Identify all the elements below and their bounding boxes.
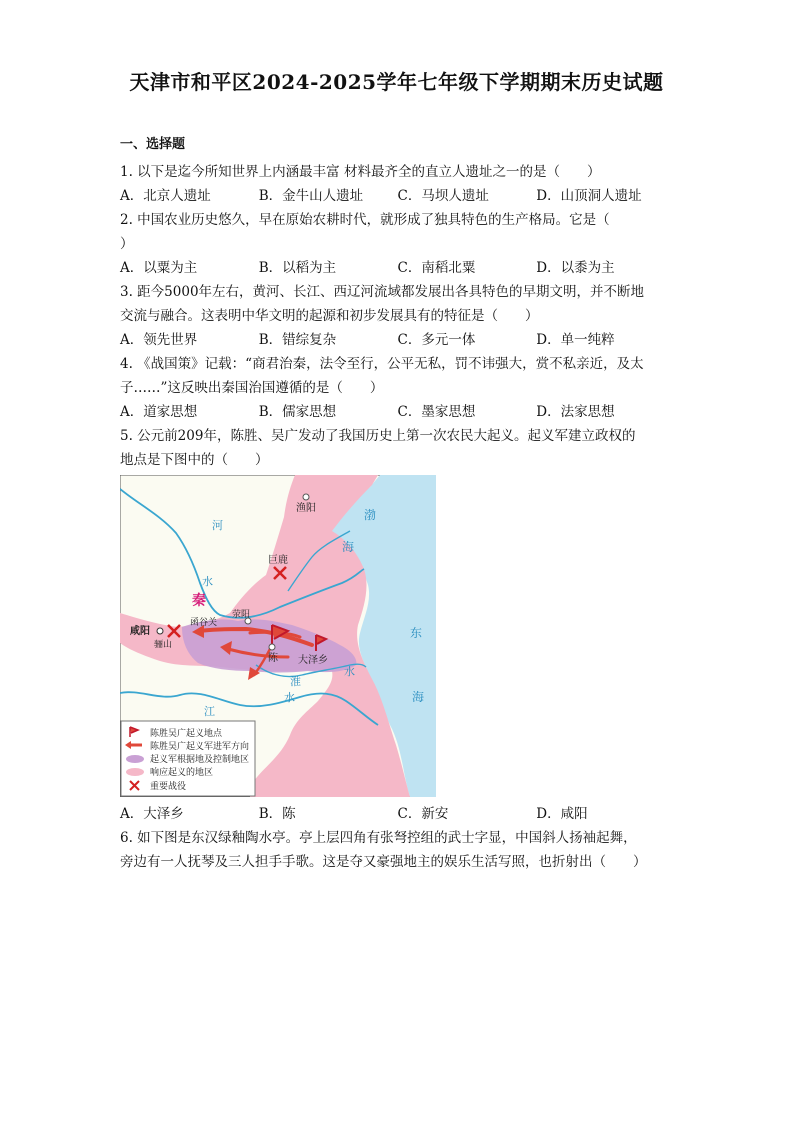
dot-chen — [269, 644, 275, 650]
label-river-he: 河 — [212, 519, 223, 532]
label-qin: 秦 — [192, 593, 206, 609]
option-d: D．咸阳 — [536, 806, 588, 822]
legend-response-swatch — [126, 768, 144, 776]
option-row — [120, 184, 675, 208]
option-row — [120, 400, 675, 424]
option-b: B．儒家思想 — [258, 404, 337, 420]
label-xianyang: 咸阳 — [130, 626, 150, 637]
option-a: A．以粟为主 — [120, 260, 198, 276]
label-yuyang: 渔阳 — [296, 503, 316, 514]
label-river-huai-shui: 水 — [344, 665, 355, 678]
question-5 — [120, 424, 675, 826]
section-heading: 一、选择题 — [120, 137, 186, 152]
option-row — [120, 256, 675, 280]
option-a: A．道家思想 — [120, 404, 198, 420]
question-2 — [120, 208, 675, 280]
question-3 — [120, 280, 675, 352]
question-stem: 6. 如下图是东汉绿釉陶水亭。亭上层四角有张弩控组的武士字显，中国斜人扬袖起舞， — [120, 830, 637, 846]
question-4 — [120, 352, 675, 424]
legend-label: 起义军根据地及控制地区 — [150, 755, 250, 765]
option-a: A．大泽乡 — [120, 806, 184, 822]
option-b: B．金牛山人遗址 — [258, 188, 364, 204]
label-lishan: 骊山 — [154, 640, 173, 650]
legend-label: 陈胜吴广起义军进军方向 — [150, 742, 250, 752]
question-stem-cont: 交流与融合。这表明中华文明的起源和初步发展具有的特征是（ ） — [120, 308, 539, 324]
legend-label: 陈胜吴广起义地点 — [150, 729, 223, 739]
option-c: C．墨家思想 — [397, 404, 476, 420]
question-stem-cont: ） — [120, 236, 134, 252]
legend-label: 响应起义的地区 — [150, 768, 214, 778]
map-legend — [121, 721, 255, 796]
question-list — [120, 160, 675, 874]
option-c: C．多元一体 — [397, 332, 476, 348]
option-a: A．领先世界 — [120, 332, 198, 348]
option-c: C．南稻北粟 — [397, 260, 476, 276]
question-6 — [120, 826, 675, 874]
question-stem: 4. 《战国策》记载：“商君治秦，法令至行，公平无私，罚不讳强大，赏不私亲近，及太 — [120, 356, 644, 372]
option-c: C．新安 — [397, 806, 449, 822]
label-sea-dong: 东 — [410, 626, 423, 640]
legend-label: 重要战役 — [150, 782, 187, 792]
option-b: B．陈 — [258, 806, 296, 822]
question-stem: 1. 以下是迄今所知世界上内涵最丰富 材料最齐全的直立人遗址之一的是（ ） — [120, 164, 601, 180]
dot-yuyang — [303, 494, 309, 500]
label-river-shui: 水 — [202, 575, 213, 588]
option-d: D．山顶洞人遗址 — [536, 188, 642, 204]
label-chen: 陈 — [268, 653, 278, 664]
label-river-huai: 淮 — [290, 675, 301, 688]
label-river-jiang-shui: 水 — [284, 691, 295, 704]
question-stem: 5. 公元前209年，陈胜、吴广发动了我国历史上第一次农民大起义。起义军建立政权的 — [120, 428, 636, 444]
page-title: 天津市和平区2024-2025学年七年级下学期期末历史试题 — [129, 70, 664, 94]
option-d: D．法家思想 — [536, 404, 615, 420]
map-figure — [120, 475, 436, 797]
question-stem-cont: 地点是下图中的（ ） — [120, 452, 269, 468]
option-c: C．马坝人遗址 — [397, 188, 489, 204]
question-stem-cont: 子……”这反映出秦国治国遵循的是（ ） — [120, 380, 384, 396]
label-julu: 巨鹿 — [268, 555, 288, 566]
option-d: D．单一纯粹 — [536, 332, 615, 348]
label-dazexiang: 大泽乡 — [298, 655, 328, 666]
option-a: A．北京人遗址 — [120, 188, 211, 204]
option-b: B．以稻为主 — [258, 260, 337, 276]
legend-base-swatch — [126, 755, 144, 763]
label-sea-donghai: 海 — [412, 690, 425, 704]
question-1 — [120, 160, 675, 208]
label-river-jiang: 江 — [204, 705, 215, 718]
uprising-map — [120, 475, 436, 797]
option-b: B．错综复杂 — [258, 332, 337, 348]
question-stem: 3. 距今5000年左右，黄河、长江、西辽河流域都发展出各具特色的早期文明，并不断地 — [120, 284, 645, 300]
label-xingyang: 荥阳 — [232, 610, 251, 620]
label-hanguguan: 函谷关 — [190, 618, 218, 628]
question-stem-cont: 旁边有一人抚琴及三人担手手歌。这是夺又豪强地主的娱乐生活写照，也折射出（ ） — [120, 854, 647, 870]
dot-xianyang — [157, 628, 163, 634]
option-d: D．以黍为主 — [536, 260, 615, 276]
option-row — [120, 802, 675, 826]
label-sea-bohai: 海 — [342, 540, 355, 554]
option-row — [120, 328, 675, 352]
label-sea-bo: 渤 — [364, 508, 377, 522]
question-stem: 2. 中国农业历史悠久，早在原始农耕时代，就形成了独具特色的生产格局。它是（ — [120, 212, 610, 228]
